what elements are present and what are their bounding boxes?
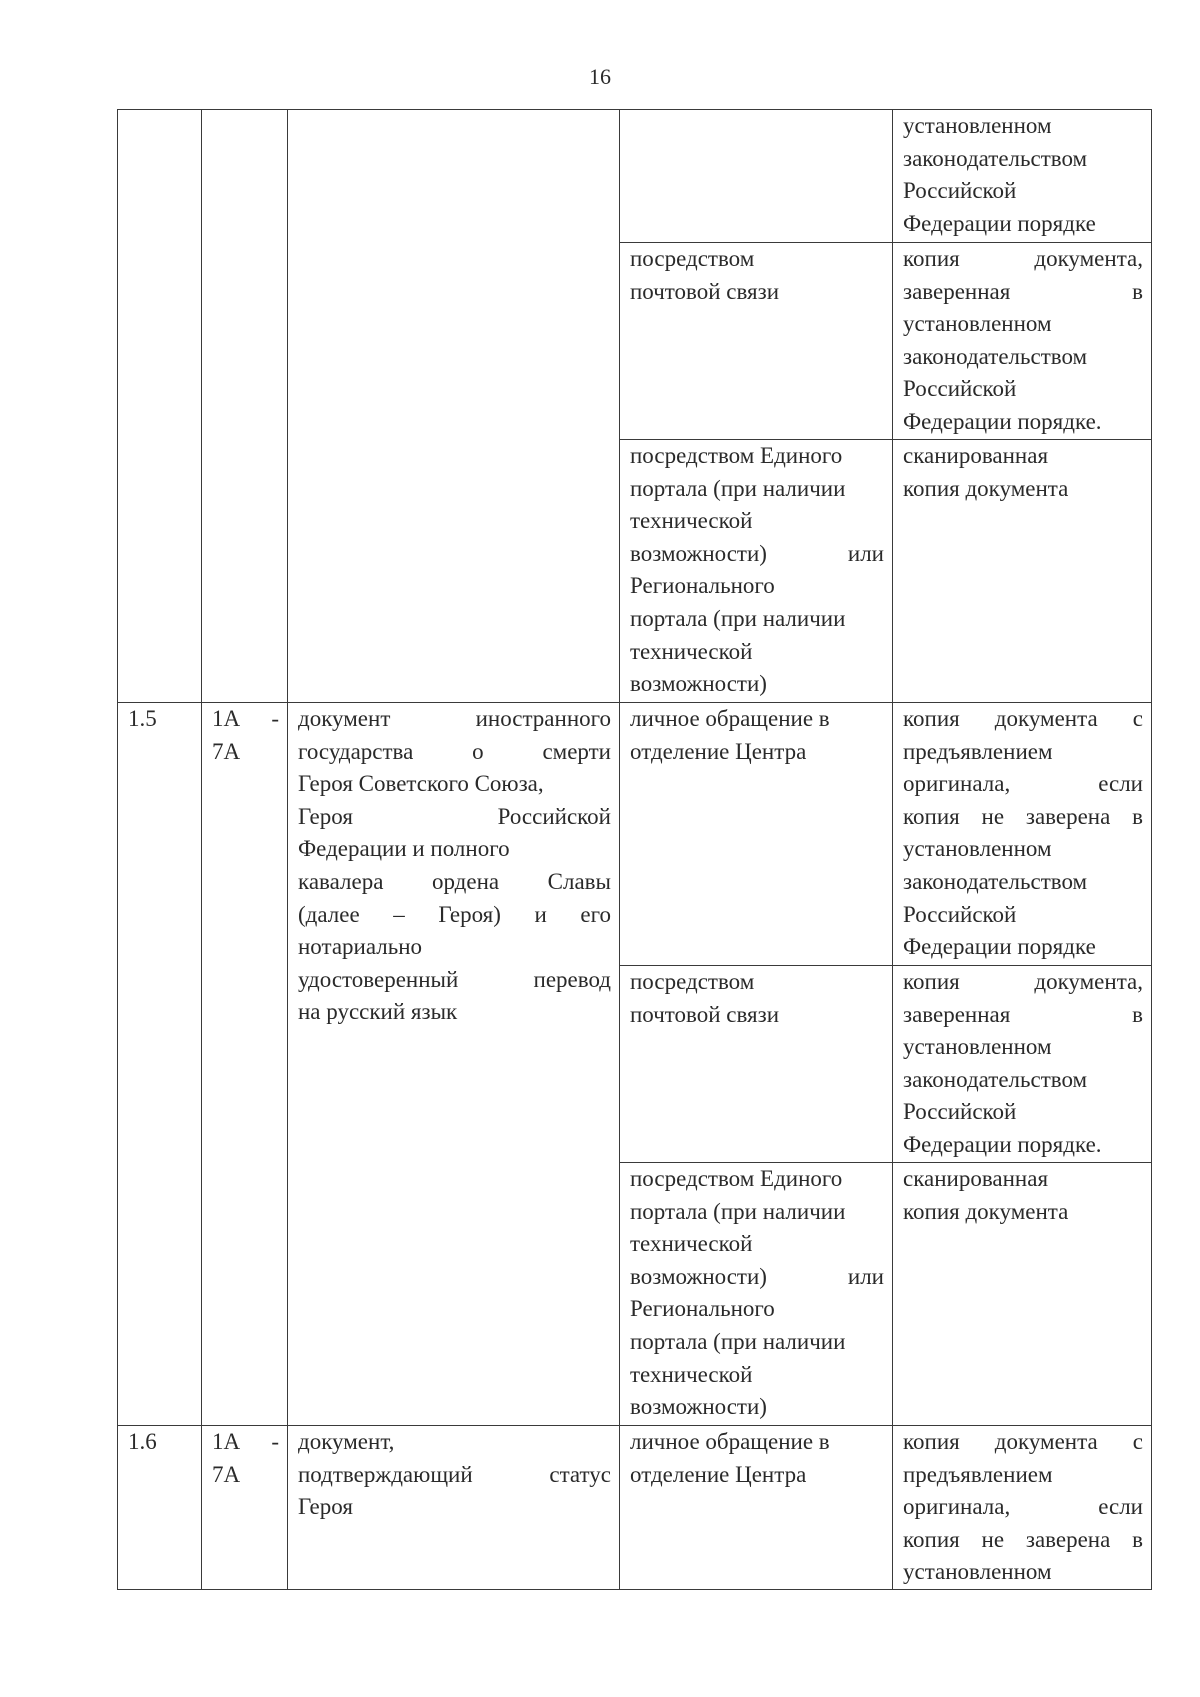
text-line: установленном — [903, 1034, 1052, 1060]
text-line: установленном — [903, 836, 1052, 862]
text-line: копия документа с — [903, 706, 1143, 731]
text-line: копия документа, — [903, 969, 1143, 994]
text-line: Героя Российской — [298, 803, 611, 829]
cell-requirement — [893, 110, 1152, 243]
text-line: Федерации и полного — [298, 836, 510, 862]
text-line: отделение Центра — [630, 738, 807, 764]
text-line: портала (при наличии — [630, 475, 846, 501]
cell-method — [620, 110, 893, 243]
cell-code — [202, 1426, 288, 1590]
text-line: сканированная — [903, 1166, 1049, 1191]
text-line: Федерации порядке — [903, 934, 1096, 960]
text-line: возможности) или — [630, 1263, 884, 1289]
text-line: установленном — [903, 113, 1052, 138]
text-line: подтверждающий статус — [298, 1461, 611, 1487]
text-line: Российской — [903, 901, 1017, 927]
text-line: копия документа — [903, 475, 1069, 501]
cell-num — [118, 110, 202, 703]
text-line: портала (при наличии — [630, 1328, 846, 1354]
text-line: Российской — [903, 178, 1017, 204]
cell-requirement — [893, 1426, 1152, 1590]
text-line: технической — [630, 1361, 753, 1387]
cell-method — [620, 1426, 893, 1590]
cell-method — [620, 1163, 893, 1426]
text-line: копия документа, — [903, 246, 1143, 271]
text-line: оригинала, если — [903, 771, 1143, 797]
text-line: законодательством — [903, 145, 1088, 171]
text-line: возможности) — [630, 671, 767, 697]
text-line: установленном — [903, 1559, 1052, 1585]
text-line: копия не заверена в — [903, 803, 1143, 829]
text-line: копия документа — [903, 1198, 1069, 1224]
text-line: отделение Центра — [630, 1461, 807, 1487]
text-line: государства о смерти — [298, 738, 611, 764]
text-line: Федерации порядке — [903, 210, 1096, 236]
table-row — [118, 703, 1152, 966]
text-line: 7А — [212, 738, 241, 764]
cell-method — [620, 966, 893, 1163]
cell-requirement — [893, 440, 1152, 703]
text-line: документ иностранного — [298, 706, 611, 731]
cell-num — [118, 1426, 202, 1590]
table-row — [118, 110, 1152, 243]
cell-method — [620, 243, 893, 440]
cell-requirement — [893, 966, 1152, 1163]
text-line: 1А - — [212, 1429, 279, 1454]
text-line: законодательством — [903, 343, 1088, 369]
cell-document — [288, 703, 620, 1426]
text-line: посредством — [630, 969, 755, 994]
text-line: 7А — [212, 1461, 241, 1487]
text-line: личное обращение в — [630, 706, 830, 731]
cell-code — [202, 110, 288, 703]
text-line: удостоверенный перевод — [298, 966, 611, 992]
text-line: заверенная в — [903, 278, 1143, 304]
cell-requirement — [893, 243, 1152, 440]
text-line: технической — [630, 638, 753, 664]
text-line: копия не заверена в — [903, 1526, 1143, 1552]
text-line: возможности) или — [630, 540, 884, 566]
table-row — [118, 1426, 1152, 1590]
text-line: на русский язык — [298, 999, 458, 1025]
text-line: личное обращение в — [630, 1429, 830, 1454]
cell-document — [288, 110, 620, 703]
text-line: сканированная — [903, 443, 1049, 468]
cell-requirement — [893, 1163, 1152, 1426]
text-line: Героя Советского Союза, — [298, 771, 544, 797]
text-line: Героя — [298, 1494, 353, 1520]
text-line: портала (при наличии — [630, 1198, 846, 1224]
cell-num — [118, 703, 202, 1426]
text-line: технической — [630, 1231, 753, 1257]
text-line: оригинала, если — [903, 1494, 1143, 1520]
text-line: 1А - — [212, 706, 279, 731]
text-line: кавалера ордена Славы — [298, 868, 611, 894]
text-line: документ, — [298, 1429, 395, 1454]
text-line: Регионального — [630, 1296, 775, 1322]
text-line: Федерации порядке. — [903, 408, 1102, 434]
text-line: технической — [630, 508, 753, 534]
cell-method — [620, 703, 893, 966]
text-line: нотариально — [298, 934, 423, 960]
cell-requirement — [893, 703, 1152, 966]
cell-document — [288, 1426, 620, 1590]
cell-method — [620, 440, 893, 703]
text-line: Российской — [903, 376, 1017, 402]
cell-code — [202, 703, 288, 1426]
text-line: (далее – Героя) и его — [298, 901, 611, 927]
text-line: посредством — [630, 246, 755, 271]
row-number: 1.6 — [128, 1429, 157, 1454]
text-line: посредством Единого — [630, 443, 843, 468]
text-line: почтовой связи — [630, 278, 780, 304]
text-line: законодательством — [903, 1066, 1088, 1092]
text-line: предъявлением — [903, 1461, 1053, 1487]
row-number: 1.5 — [128, 706, 157, 731]
text-line: возможности) — [630, 1394, 767, 1420]
text-line: Федерации порядке. — [903, 1131, 1102, 1157]
document-table — [117, 109, 1152, 1590]
text-line: предъявлением — [903, 738, 1053, 764]
text-line: законодательством — [903, 868, 1088, 894]
text-line: установленном — [903, 311, 1052, 337]
page-number: 16 — [589, 64, 611, 89]
text-line: посредством Единого — [630, 1166, 843, 1191]
text-line: портала (при наличии — [630, 605, 846, 631]
text-line: почтовой связи — [630, 1001, 780, 1027]
text-line: копия документа с — [903, 1429, 1143, 1454]
text-line: Российской — [903, 1099, 1017, 1125]
text-line: Регионального — [630, 573, 775, 599]
text-line: заверенная в — [903, 1001, 1143, 1027]
